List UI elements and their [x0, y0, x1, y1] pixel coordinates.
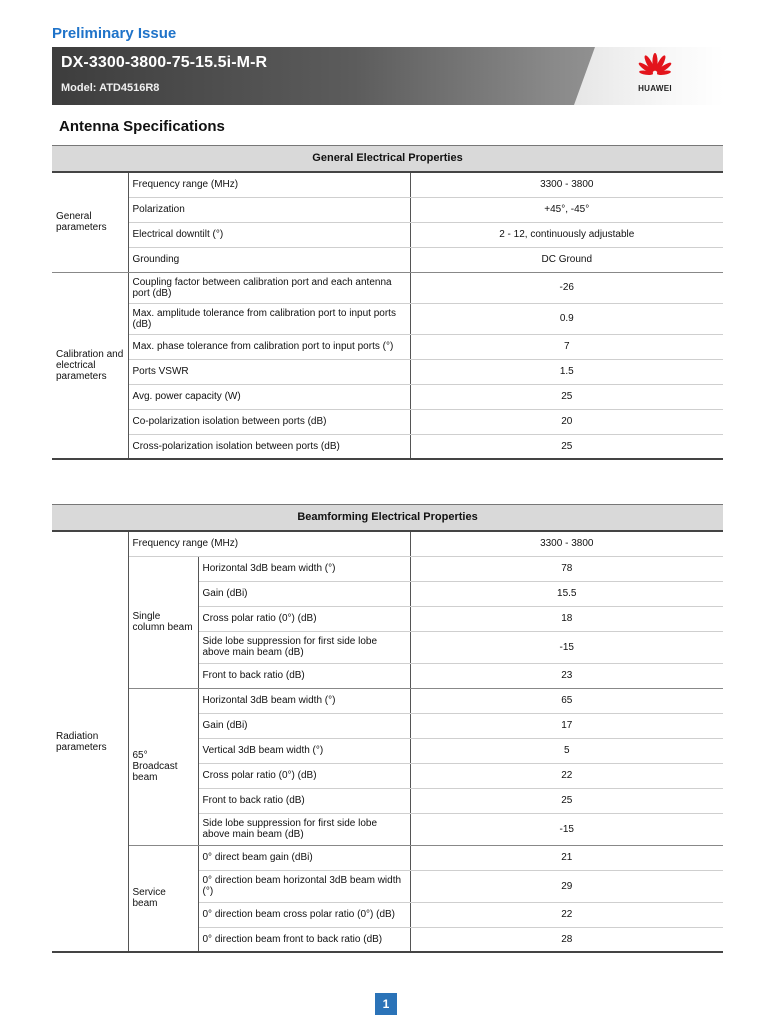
value-cell: 78: [410, 556, 723, 581]
param-cell: Front to back ratio (dB): [198, 788, 410, 813]
value-cell: 15.5: [410, 581, 723, 606]
param-cell: Vertical 3dB beam width (°): [198, 738, 410, 763]
param-cell: Co-polarization isolation between ports (dB): [128, 409, 410, 434]
product-title: DX-3300-3800-75-15.5i-M-R: [61, 54, 268, 71]
subgroup-label: Service beam: [128, 845, 198, 952]
subgroup-label: Single column beam: [128, 556, 198, 688]
subgroup-label: 65° Broadcast beam: [128, 688, 198, 845]
value-cell: 2 - 12, continuously adjustable: [410, 222, 723, 247]
value-cell: +45°, -45°: [410, 197, 723, 222]
general-electrical-table: [52, 145, 723, 460]
value-cell: 28: [410, 927, 723, 952]
model-label: Model: ATD4516R8: [61, 82, 160, 94]
brand-wordmark: HUAWEI: [638, 84, 672, 93]
value-cell: 7: [410, 334, 723, 359]
value-cell: 0.9: [410, 303, 723, 334]
param-cell: Frequency range (MHz): [128, 531, 410, 556]
value-cell: -15: [410, 813, 723, 845]
param-cell: Front to back ratio (dB): [198, 663, 410, 688]
value-cell: 3300 - 3800: [410, 172, 723, 197]
param-cell: Side lobe suppression for first side lobe above main beam (dB): [198, 813, 410, 845]
param-cell: 0° direction beam horizontal 3dB beam width (°): [198, 870, 410, 902]
table-heading: General Electrical Properties: [52, 146, 723, 173]
param-cell: Cross polar ratio (0°) (dB): [198, 763, 410, 788]
value-cell: 29: [410, 870, 723, 902]
value-cell: 3300 - 3800: [410, 531, 723, 556]
param-cell: Gain (dBi): [198, 581, 410, 606]
huawei-petals-icon: [632, 53, 678, 83]
group-label: Calibration and electrical parameters: [52, 272, 128, 459]
param-cell: 0° direction beam front to back ratio (dB): [198, 927, 410, 952]
param-cell: 0° direction beam cross polar ratio (0°) (dB): [198, 902, 410, 927]
param-cell: Ports VSWR: [128, 359, 410, 384]
preliminary-issue-label: Preliminary Issue: [52, 25, 177, 42]
value-cell: 18: [410, 606, 723, 631]
group-label: General parameters: [52, 172, 128, 272]
value-cell: 22: [410, 763, 723, 788]
param-cell: 0° direct beam gain (dBi): [198, 845, 410, 870]
value-cell: 17: [410, 713, 723, 738]
param-cell: Frequency range (MHz): [128, 172, 410, 197]
param-cell: Cross polar ratio (0°) (dB): [198, 606, 410, 631]
value-cell: 22: [410, 902, 723, 927]
param-cell: Max. amplitude tolerance from calibration port to input ports (dB): [128, 303, 410, 334]
value-cell: 20: [410, 409, 723, 434]
section-title: Antenna Specifications: [59, 118, 225, 135]
param-cell: Side lobe suppression for first side lobe above main beam (dB): [198, 631, 410, 663]
value-cell: DC Ground: [410, 247, 723, 272]
param-cell: Gain (dBi): [198, 713, 410, 738]
value-cell: 1.5: [410, 359, 723, 384]
param-cell: Electrical downtilt (°): [128, 222, 410, 247]
value-cell: 23: [410, 663, 723, 688]
param-cell: Horizontal 3dB beam width (°): [198, 688, 410, 713]
value-cell: -26: [410, 272, 723, 303]
value-cell: 25: [410, 434, 723, 459]
value-cell: 21: [410, 845, 723, 870]
beamforming-electrical-table: [52, 504, 723, 953]
param-cell: Max. phase tolerance from calibration port to input ports (°): [128, 334, 410, 359]
value-cell: 25: [410, 788, 723, 813]
param-cell: Coupling factor between calibration port and each antenna port (dB): [128, 272, 410, 303]
param-cell: Grounding: [128, 247, 410, 272]
value-cell: 25: [410, 384, 723, 409]
value-cell: -15: [410, 631, 723, 663]
page-number-badge: 1: [375, 993, 397, 1015]
product-banner: [52, 47, 724, 105]
param-cell: Avg. power capacity (W): [128, 384, 410, 409]
param-cell: Polarization: [128, 197, 410, 222]
group-label: Radiation parameters: [52, 531, 128, 952]
param-cell: Horizontal 3dB beam width (°): [198, 556, 410, 581]
table-heading: Beamforming Electrical Properties: [52, 505, 723, 532]
huawei-logo: [628, 53, 682, 101]
param-cell: Cross-polarization isolation between ports (dB): [128, 434, 410, 459]
value-cell: 5: [410, 738, 723, 763]
value-cell: 65: [410, 688, 723, 713]
